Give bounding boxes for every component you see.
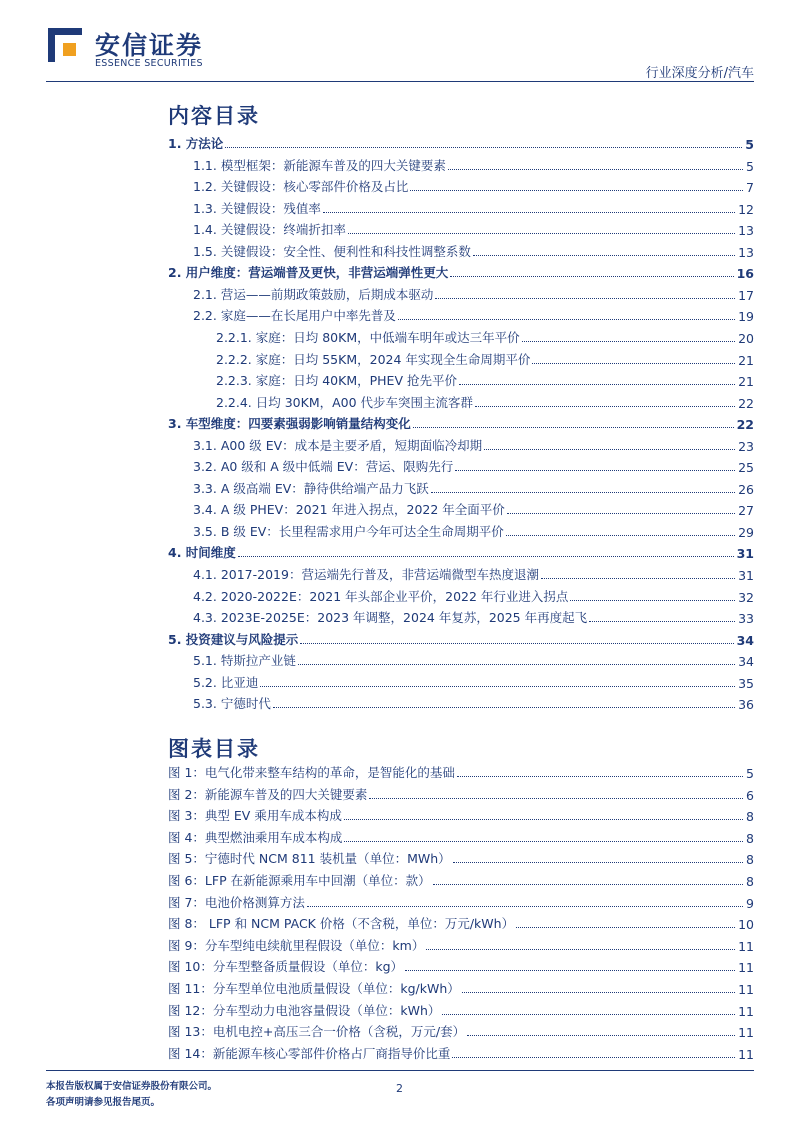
figure-leader-dots [453, 862, 743, 863]
toc-entry-page: 13 [738, 223, 754, 239]
toc-leader-dots [431, 492, 735, 493]
figures-title: 图表目录 [168, 736, 260, 761]
company-name-cn: 安信证券 [95, 31, 204, 60]
toc-entry-title: 4. 时间维度 [168, 545, 236, 561]
toc-entry-page: 5 [745, 137, 754, 152]
figure-entry-title: 图 8： LFP 和 NCM PACK 价格（不含税，单位：万元/kWh） [168, 916, 515, 932]
figure-leader-dots [467, 1035, 735, 1036]
figure-leader-dots [516, 927, 735, 928]
figure-entry-title: 图 3：典型 EV 乘用车成本构成 [168, 808, 342, 824]
figure-entry-page: 5 [746, 766, 754, 781]
toc-leader-dots [450, 276, 733, 277]
toc-entry-title: 2.2. 家庭——在长尾用户中率先普及 [193, 308, 396, 324]
figure-entry[interactable] [168, 1019, 754, 1040]
toc-entry-page: 21 [738, 352, 754, 368]
figure-leader-dots [457, 776, 743, 777]
report-type: 行业深度分析/汽车 [645, 66, 754, 81]
toc-leader-dots [300, 643, 733, 644]
figure-entry-page: 9 [746, 895, 754, 911]
toc-entry[interactable] [193, 282, 754, 303]
toc-leader-dots [506, 535, 735, 536]
figure-leader-dots [344, 841, 743, 842]
figure-entry-page: 8 [746, 830, 754, 846]
figure-entry-title: 图 13：电机电控+高压三合一价格（含税，万元/套） [168, 1024, 466, 1040]
toc-entry-page: 5 [746, 158, 754, 174]
toc-leader-dots [473, 255, 735, 256]
toc-entry-page: 21 [738, 374, 754, 390]
figure-entry-page: 11 [738, 982, 754, 997]
toc-entry-title: 1.4. 关键假设：终端折扣率 [193, 222, 346, 238]
figure-entry-title: 图 10：分车型整备质量假设（单位：kg） [168, 959, 404, 975]
toc-entry-title: 4.2. 2020-2022E：2021 年头部企业平价，2022 年行业进入拐点 [193, 588, 569, 604]
figure-leader-dots [307, 906, 743, 907]
toc-entry-page: 12 [738, 201, 754, 217]
toc-entry-page: 31 [738, 568, 754, 583]
figure-leader-dots [344, 819, 743, 820]
figure-entry[interactable] [168, 846, 754, 867]
toc-entry-page: 16 [736, 266, 754, 282]
figure-entry-page: 6 [746, 787, 754, 803]
toc-entry-title: 1.1. 模型框架：新能源车普及的四大关键要素 [193, 157, 446, 173]
toc-entry-title: 1.3. 关键假设：残值率 [193, 200, 321, 216]
figure-entry-page: 8 [746, 874, 754, 889]
footer-copyright: 本报告版权属于安信证券股份有限公司。 [46, 1081, 218, 1092]
toc-entry-page: 26 [738, 481, 754, 497]
toc-leader-dots [455, 470, 735, 471]
figure-entry[interactable] [168, 976, 754, 997]
toc-entry-page: 34 [736, 632, 754, 648]
toc-entry-page: 36 [738, 697, 754, 713]
figure-entry-page: 8 [746, 809, 754, 825]
toc-entry-page: 20 [738, 330, 754, 346]
toc-entry-title: 1. 方法论 [168, 136, 224, 151]
toc-entry[interactable] [193, 670, 754, 691]
figure-entry-title: 图 1：电气化带来整车结构的革命，是智能化的基础 [168, 765, 455, 780]
toc-entry-page: 7 [746, 180, 754, 196]
toc-entry-title: 2.2.4. 日均 30KM，A00 代步车突围主流客群 [216, 394, 474, 410]
toc-entry-title: 4.1. 2017-2019：营运端先行普及，非营运端微型车热度退潮 [193, 567, 539, 582]
figure-entry[interactable] [168, 782, 754, 803]
figure-leader-dots [405, 970, 735, 971]
toc-leader-dots [298, 664, 735, 665]
toc-entry[interactable] [216, 368, 754, 389]
toc-leader-dots [225, 147, 742, 148]
toc-entry[interactable] [193, 648, 754, 669]
figure-entry-title: 图 9：分车型纯电续航里程假设（单位：km） [168, 937, 425, 953]
figure-leader-dots [426, 949, 735, 950]
figure-leader-dots [369, 798, 743, 799]
toc-entry-title: 1.2. 关键假设：核心零部件价格及占比 [193, 179, 409, 195]
footer-disclaimer: 各项声明请参见报告尾页。 [46, 1097, 161, 1108]
figure-entry-title: 图 6：LFP 在新能源乘用车中回潮（单位：款） [168, 873, 431, 888]
toc-entry[interactable] [216, 325, 754, 346]
toc-entry-page: 27 [738, 503, 754, 519]
toc-entry[interactable] [193, 196, 754, 217]
toc-entry-page: 19 [738, 309, 754, 325]
figure-entry[interactable] [168, 825, 754, 846]
toc-entry-page: 31 [736, 546, 754, 562]
figure-leader-dots [442, 1014, 735, 1015]
footer-divider [46, 1070, 754, 1071]
toc-leader-dots [348, 233, 735, 234]
toc-entry-page: 29 [738, 524, 754, 540]
figure-entry-title: 图 14：新能源车核心零部件价格占厂商指导价比重 [168, 1045, 451, 1061]
figure-entry-page: 8 [746, 852, 754, 868]
toc-leader-dots [260, 686, 735, 687]
toc-entry-page: 32 [738, 589, 754, 605]
figure-entry-title: 图 4：典型燃油乘用车成本构成 [168, 829, 343, 845]
toc-entry-title: 4.3. 2023E-2025E：2023 年调整，2024 年复苏，2025 年再度起飞 [193, 610, 588, 626]
toc-entry-title: 1.5. 关键假设：安全性、便利性和科技性调整系数 [193, 243, 471, 259]
toc-entry-title: 5.1. 特斯拉产业链 [193, 653, 296, 669]
toc-title: 内容目录 [168, 103, 260, 128]
toc-entry-title: 5.3. 宁德时代 [193, 696, 271, 712]
figure-entry-title: 图 11：分车型单位电池质量假设（单位：kg/kWh） [168, 981, 460, 996]
figure-entry[interactable] [168, 803, 754, 824]
toc-entry[interactable] [193, 174, 754, 195]
header-divider [46, 81, 754, 82]
toc-entry-title: 2.2.1. 家庭：日均 80KM，中低端车明年或达三年平价 [216, 329, 520, 345]
figure-entry[interactable] [168, 911, 754, 932]
figure-entry-page: 11 [738, 960, 754, 976]
toc-entry-title: 3. 车型维度：四要素强弱影响销量结构变化 [168, 416, 411, 432]
toc-entry-page: 23 [738, 438, 754, 454]
figure-leader-dots [452, 1057, 735, 1058]
toc-leader-dots [448, 169, 743, 170]
toc-leader-dots [410, 190, 743, 191]
toc-entry-page: 17 [738, 287, 754, 303]
figure-entry-page: 11 [738, 1046, 754, 1062]
toc-leader-dots [323, 212, 735, 213]
figure-entry-page: 11 [738, 1003, 754, 1019]
toc-entry-title: 3.2. A0 级和 A 级中低端 EV：营运、限购先行 [193, 459, 454, 475]
figure-leader-dots [433, 884, 743, 885]
figure-entry[interactable] [168, 868, 754, 889]
figure-entry-title: 图 7：电池价格测算方法 [168, 894, 305, 910]
toc-entry[interactable] [193, 433, 754, 454]
toc-entry[interactable] [193, 217, 754, 238]
toc-entry-title: 3.3. A 级高端 EV：静待供给端产品力飞跃 [193, 480, 429, 496]
company-logo-icon [48, 28, 82, 62]
figure-entry[interactable] [168, 998, 754, 1019]
toc-leader-dots [484, 449, 735, 450]
figure-entry-page: 11 [738, 938, 754, 954]
figure-entry[interactable] [168, 954, 754, 975]
figure-entry-page: 11 [738, 1025, 754, 1041]
toc-entry-title: 2.1. 营运——前期政策鼓励，后期成本驱动 [193, 286, 434, 302]
figure-entry[interactable] [168, 1041, 754, 1062]
toc-leader-dots [435, 298, 735, 299]
toc-entry[interactable] [193, 303, 754, 324]
figure-entry[interactable] [168, 933, 754, 954]
toc-entry-page: 34 [738, 654, 754, 670]
toc-entry-title: 2.2.3. 家庭：日均 40KM，PHEV 抢先平价 [216, 373, 457, 389]
toc-entry[interactable] [193, 584, 754, 605]
toc-entry[interactable] [216, 390, 754, 411]
toc-entry[interactable] [193, 153, 754, 174]
toc-leader-dots [532, 363, 735, 364]
toc-entry[interactable] [193, 605, 754, 626]
toc-entry[interactable] [216, 347, 754, 368]
toc-leader-dots [238, 556, 734, 557]
figure-entry[interactable] [168, 890, 754, 911]
toc-leader-dots [398, 319, 735, 320]
toc-entry[interactable] [168, 540, 754, 561]
page-header [0, 0, 800, 86]
page-number: 2 [396, 1082, 403, 1095]
toc-entry[interactable] [168, 260, 754, 281]
toc-leader-dots [589, 621, 735, 622]
toc-entry[interactable] [193, 691, 754, 712]
toc-entry[interactable] [193, 562, 754, 583]
toc-entry-title: 2. 用户维度：营运端普及更快，非营运端弹性更大 [168, 265, 449, 281]
toc-leader-dots [541, 578, 735, 579]
figure-entry-title: 图 2：新能源车普及的四大关键要素 [168, 786, 368, 802]
toc-entry-page: 13 [738, 244, 754, 260]
toc-leader-dots [273, 707, 735, 708]
toc-entry-title: 5. 投资建议与风险提示 [168, 631, 299, 647]
toc-entry[interactable] [193, 454, 754, 475]
toc-entry-page: 35 [738, 675, 754, 691]
figure-entry-title: 图 5：宁德时代 NCM 811 装机量（单位：MWh） [168, 851, 451, 867]
toc-entry[interactable] [193, 476, 754, 497]
figure-leader-dots [462, 992, 735, 993]
figure-entry[interactable] [168, 760, 754, 781]
toc-leader-dots [475, 406, 735, 407]
toc-leader-dots [459, 384, 735, 385]
figure-entry-page: 10 [738, 917, 754, 933]
toc-entry-page: 22 [736, 417, 754, 433]
company-name-en: ESSENCE SECURITIES [95, 58, 203, 69]
toc-entry-title: 3.1. A00 级 EV：成本是主要矛盾，短期面临冷却期 [193, 437, 483, 453]
toc-leader-dots [522, 341, 735, 342]
toc-entry[interactable] [193, 497, 754, 518]
toc-entry[interactable] [193, 239, 754, 260]
toc-entry-page: 22 [738, 395, 754, 411]
toc-leader-dots [507, 513, 735, 514]
toc-entry[interactable] [193, 519, 754, 540]
toc-entry[interactable] [168, 411, 754, 432]
toc-entry-title: 2.2.2. 家庭：日均 55KM，2024 年实现全生命周期平价 [216, 351, 531, 367]
toc-entry-title: 3.5. B 级 EV：长里程需求用户今年可达全生命周期平价 [193, 523, 504, 539]
toc-leader-dots [570, 600, 735, 601]
toc-entry-title: 5.2. 比亚迪 [193, 674, 259, 690]
figure-entry-title: 图 12：分车型动力电池容量假设（单位：kWh） [168, 1002, 441, 1018]
toc-entry-title: 3.4. A 级 PHEV：2021 年进入拐点，2022 年全面平价 [193, 502, 505, 518]
toc-leader-dots [413, 427, 734, 428]
toc-entry[interactable] [168, 627, 754, 648]
toc-entry-page: 33 [738, 611, 754, 627]
toc-entry-page: 25 [738, 460, 754, 476]
toc-entry[interactable] [168, 131, 754, 152]
